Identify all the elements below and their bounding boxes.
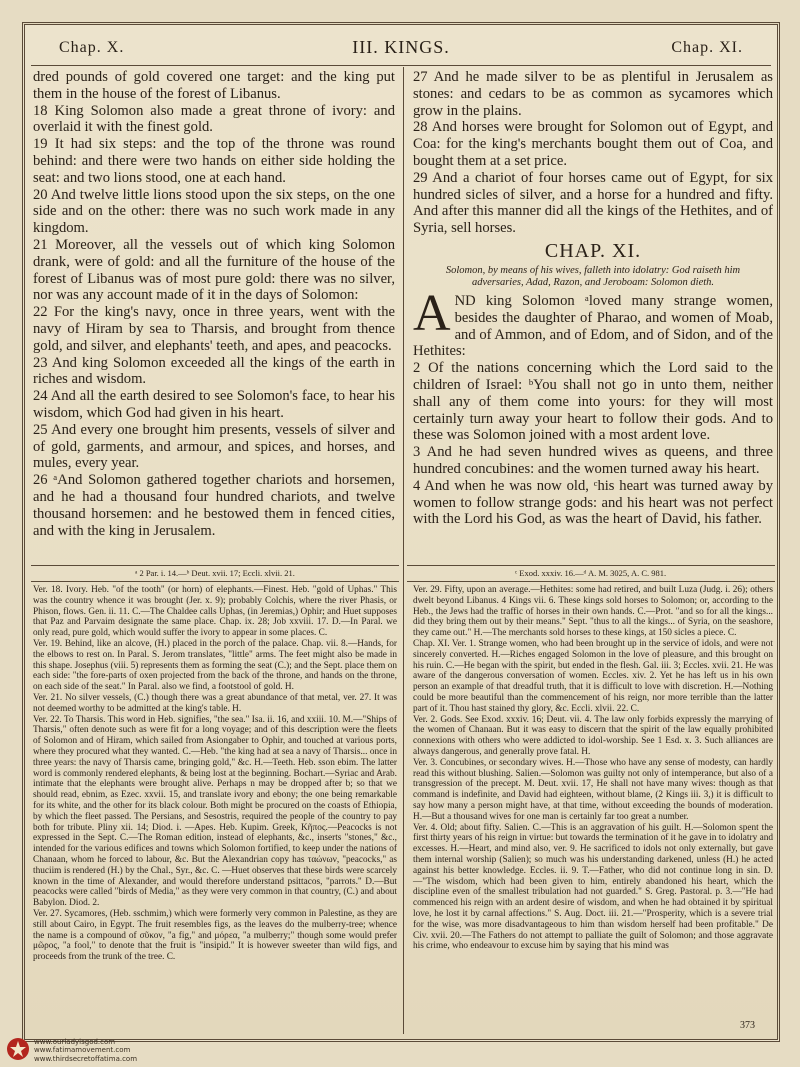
right-column <box>413 69 773 528</box>
header-right: Chap. XI. <box>671 39 743 56</box>
footnote-right: ᶜ Exod. xxxiv. 16.—ᵈ A. M. 3025, A. C. 981. <box>515 568 667 578</box>
left-column <box>33 69 395 539</box>
column-divider <box>403 67 404 1034</box>
verse: 21 Moreover, all the vessels out of which king Solomon drank, were of gold: and all the furniture of the house of the forest of Libanus was of most pure gold: there was no silver, nor was any account made of it in the days of Solomon: <box>33 236 395 304</box>
note: Ver. 27. Sycamores, (Heb. sschmim,) which were formerly very common in Palestine, as they are still about Cairo, in Egypt. The fruit resembles figs, as the leaves do the mulberry-tree; whence the name is a compound of σῦκον, "a fig," and μόρεα, "a mulberry;" though some would prefer μῶρος, "a fool," to denote that the fruit is "insipid." It is however sweeter than wild figs, and proceeds from the trunk of the tree. C. <box>33 908 397 963</box>
verse: 23 And king Solomon exceeded all the kings of the earth in riches and wisdom. <box>33 354 395 388</box>
note: Ver. 22. To Tharsis. This word in Heb. signifies, "the sea." Isa. ii. 16, and xxiii. 10. M.—"Ships of Tharsis," often denote such as were fit for a long voyage; and of this description were the fleets of Solomon and of Hiram, which sailed from Asiongaber to Ophir, and touched at various ports, where they procured what they wanted. C.—Heb. "the king had at sea a navy of Tharsis... once in three years: the navy of Tharsis came, bringing gold," &c. H.—Teeth. Heb. sson ebim. The latter word is commonly rendered elephants, & being lost at the beginning. Bochart.—Syriac and Arab. intimate that the elephants were brought alive. Perhaps n may be dropped after b; so that we should read, ebnim, as Ezec. xxvii. 15, and translate ivory and ebony; the one being remarkable for its white, and the other for its black colour. Both might be procured on the coasts of Ethiopia, by which the fleet passed. The Persians, and Sesostris, required the people of the country to pay both for tribute. Pliny xii. 14; Diod. i. —Apes. Heb. Kupim. Greek, Κῆπος.—Peacocks is not expressed in the Sept. C.—The Roman edition, instead of elephants, &c., inserts "stones," &c., intended for the various edifices and towns which Solomon fortified, to keep under the nations of Chanaan, whom he forced to labour, &c. But the Alexandrian copy has ταώνων, "peacocks," as thuciim is rendered (H.) by the Chal., Syr., &c. C. —Huet observes that these birds were scarcely known in the time of Alexander, and would therefore understand psittacos, "parrots." D.—But peacocks were called "birds of Media," as they were very common in that country, (C.) and about Babylon. Diod. 2. <box>33 714 397 909</box>
header-left: Chap. X. <box>59 39 125 56</box>
verse: 4 And when he was now old, ᶜhis heart was turned away by women to follow strange gods: and his heart was not perfect with the Lord his God, as was the heart of David, his father. <box>413 477 773 528</box>
verse: 22 For the king's navy, once in three years, went with the navy of Hiram by sea to Tharsis, and brought from thence gold, and silver, and elephants' teeth, and apes, and peacocks. <box>33 304 395 354</box>
bible-page <box>22 22 780 1042</box>
page-number: 373 <box>740 1020 755 1031</box>
note: Ver. 3. Concubines, or secondary wives. H.—Those who have any sense of modesty, can hardly read this without blushing. Salien.—Solomon was guilty not only of intemperance, but also of a transgression of the precept. M. Deut. xvii. 17, He shall not have many wives: though as that command is indefinite, and David had eighteen, without blame, (2 Kings iii. 3,) it is difficult to say how many a person might have, at that time, without exceeding the bounds of moderation. H.—But a thousand wives for one man is certainly far too great a number. <box>413 757 773 822</box>
chapter-summary: Solomon, by means of his wives, falleth into idolatry: God raiseth him adversaries, Adad, Razon, and Jeroboam: Solomon dieth. <box>445 264 741 288</box>
verse: 20 And twelve little lions stood upon the six steps, on the one side and on the other: there was no such work made in any kingdom. <box>33 186 395 237</box>
verse: 19 It had six steps: and the top of the throne was round behind: and there were two hands on either side holding the seat: and two lions stood, one at each hand. <box>33 136 395 186</box>
note: Chap. XI. Ver. 1. Strange women, who had been brought up in the service of idols, and were not sincerely converted. H.—Riches engaged Solomon in the love of pleasure, and this brought on his ruin. C.—He began with the spirit, but ended in the flesh. Gal. iii. 3; Eccles. xvii. 21. He was aware of the dangerous conversation of women. Eccles. xiv. 2. Yet he has left us in his own person an example of that dreadful truth, that it is difficult to love with discretion. H.—Nothing could be more beautiful than the commencement of his reign, nor more terrible than the latter part of it. Thou hast stained thy glory, &c. Eccli. xlvii. 22. C. <box>413 638 773 714</box>
verse: 18 King Solomon also made a great throne of ivory: and overlaid it with the finest gold. <box>33 102 395 136</box>
verse-first <box>413 284 773 360</box>
verse: 24 And all the earth desired to see Solomon's face, to hear his wisdom, which God had given in his heart. <box>33 388 395 421</box>
note: Ver. 18. Ivory. Heb. "of the tooth" (or horn) of elephants.—Finest. Heb. "gold of Uphas." This was the country whence it was brought (Jer. x. 9); probably Colchis, where the river Phasis, or Phison, flows. Gen. ii. 11. C.—The Chaldee calls Uphas, (in Jeremias,) Ophir; and Huet supposes that Paz and Parvaim designate the same place. Chap. ix. 28; Job xxviii. 17. D.—In Paral. we only read, pure gold, which would suffer the ivory to appear in some places. C. <box>33 585 397 639</box>
seal-icon <box>6 1037 30 1061</box>
note: Ver. 19. Behind, like an alcove, (H.) placed in the porch of the palace. Chap. vii. 8.—Hands, for the elbows to rest on. In Paral. S. Jerom translates, "little" arms. The feet might also be made in this shape. Josephus (viii. 5) represents them as forming the seat (C.); and the Sept. place them on each side: "the fore-parts of oxen projected from the back of the throne, and hands on the throne, on each side of the seat." In Paral. also we find, a footstool of gold. H. <box>33 638 397 693</box>
running-header <box>39 33 763 61</box>
note: Ver. 21. No silver vessels, (C.) though there was a great abundance of that metal, ver. 27. It was not deemed worthy to be admitted at the king's table. H. <box>33 692 397 714</box>
footnote-rule-right <box>407 565 775 566</box>
note: Ver. 4. Old; about fifty. Salien. C.—This is an aggravation of his guilt. H.—Solomon spent the first thirty years of his reign in virtue: but towards the termination of it he gave in to idolatry and excesses. H.—Heart, and mind also, ver. 9. He sacrificed to idols not only externally, but gave them internal worship (Salien); so much was his understanding darkened, unless (H.) he acted against his better knowledge. Eccles. ii. 9. T.—Father, who did not continue long in sin. D.—"The wisdom, which had been given to him, entirely abandoned his heart, which the discipline even of the smallest tribulation had not guarded." S. Greg. Pastoral. p. 3.—"He had commenced his reign with an ardent desire of wisdom, and when he had obtained it by spiritual love, he lost it by carnal affections." S. Aug. Doct. iii. 21.—"Prosperity, which is a severe trial for the wise, was more disadvantageous to him than wisdom herself had been profitable." De Civ. xvii. 20.—The Fathers do not attempt to palliate the guilt of Solomon; and those aggravate his crime, who endeavour to excuse him by saying that his mind was <box>413 822 773 952</box>
footer-link[interactable]: www.ourladyisgod.com <box>34 1037 116 1046</box>
drop-cap: A <box>413 284 451 342</box>
notes-rule-left <box>31 581 399 582</box>
note: Ver. 2. Gods. See Exod. xxxiv. 16; Deut. vii. 4. The law only forbids expressly the marrying of the women of Chanaan. But it was easy to discern that the spirit of the law equally prohibited connexions with others who were addicted to idol-worship. See 1 Esd. x. 3. Such alliances are always dangerous, and generally prove fatal. H. <box>413 714 773 757</box>
footer-urls <box>34 1038 137 1064</box>
commentary-right <box>413 585 773 952</box>
header-title: III. KINGS. <box>352 37 450 57</box>
verse: 25 And every one brought him presents, vessels of silver and of gold, garments, and armour, and spices, and horses, and mules, every year. <box>33 421 395 472</box>
notes-rule-right <box>407 581 775 582</box>
chapter-heading: CHAP. XI. <box>544 239 642 262</box>
footer-link[interactable]: www.fatimamovement.com <box>34 1046 131 1054</box>
verse: 26 ᵃAnd Solomon gathered together chariots and horsemen, and he had a thousand four hundred chariots, and twelve thousand horsemen: and he bestowed them in fenced cities, and with the king in Jerusalem. <box>33 472 395 539</box>
verse: 28 And horses were brought for Solomon out of Egypt, and Coa: for the king's merchants bought them out of Coa, and bought them at a set price. <box>413 119 773 169</box>
commentary-left <box>33 585 397 963</box>
footer-link[interactable]: www.thirdsecretoffatima.com <box>34 1054 138 1063</box>
verse: 29 And a chariot of four horses came out of Egypt, for six hundred sicles of silver, and a horse for a hundred and fifty. And after this manner did all the kings of the Hethites, and of Syria, sell horses. <box>413 169 773 237</box>
footnote-rule-left <box>31 565 399 566</box>
header-rule <box>31 65 771 66</box>
verse: 3 And he had seven hundred wives as queens, and three hundred concubines: and the women turned away his heart. <box>413 444 773 477</box>
verse: 27 And he made silver to be as plentiful in Jerusalem as stones: and cedars to be as common as sycamores which grow in the plains. <box>413 69 773 119</box>
verse-text: ND king Solomon ᵃloved many strange women, besides the daughter of Pharao, and women of Moab, and of Ammon, and of Edom, and of Sidon, and of the Hethites: <box>413 292 773 360</box>
verse: dred pounds of gold covered one target: and the king put them in the house of the forest of Libanus. <box>33 69 395 102</box>
footnote-left: ᵃ 2 Par. i. 14.—ᵇ Deut. xvii. 17; Eccli. xlvii. 21. <box>135 568 295 578</box>
verse: 2 Of the nations concerning which the Lord said to the children of Israel: ᵇYou shall not go in unto them, neither shall any of them come into yours: for they will most certainly turn away your heart to follow their gods. And to these was Solomon joined with a most ardent love. <box>413 360 773 444</box>
note: Ver. 29. Fifty, upon an average.—Hethites: some had retired, and built Luza (Judg. i. 26); others dwelt beyond Libanus. 4 Kings vii. 6. These kings sold horses to Solomon; or, according to the Heb., the Jews had the traffic of horses in their own hands. C.—Prot. "and so for all the kings... did they bring them out by their means." Sept. "thus to all the kings... of Syria, on the seashore, they came out." H.—The merchants sold horses to these kings, at 150 sicles a piece. C. <box>413 585 773 639</box>
